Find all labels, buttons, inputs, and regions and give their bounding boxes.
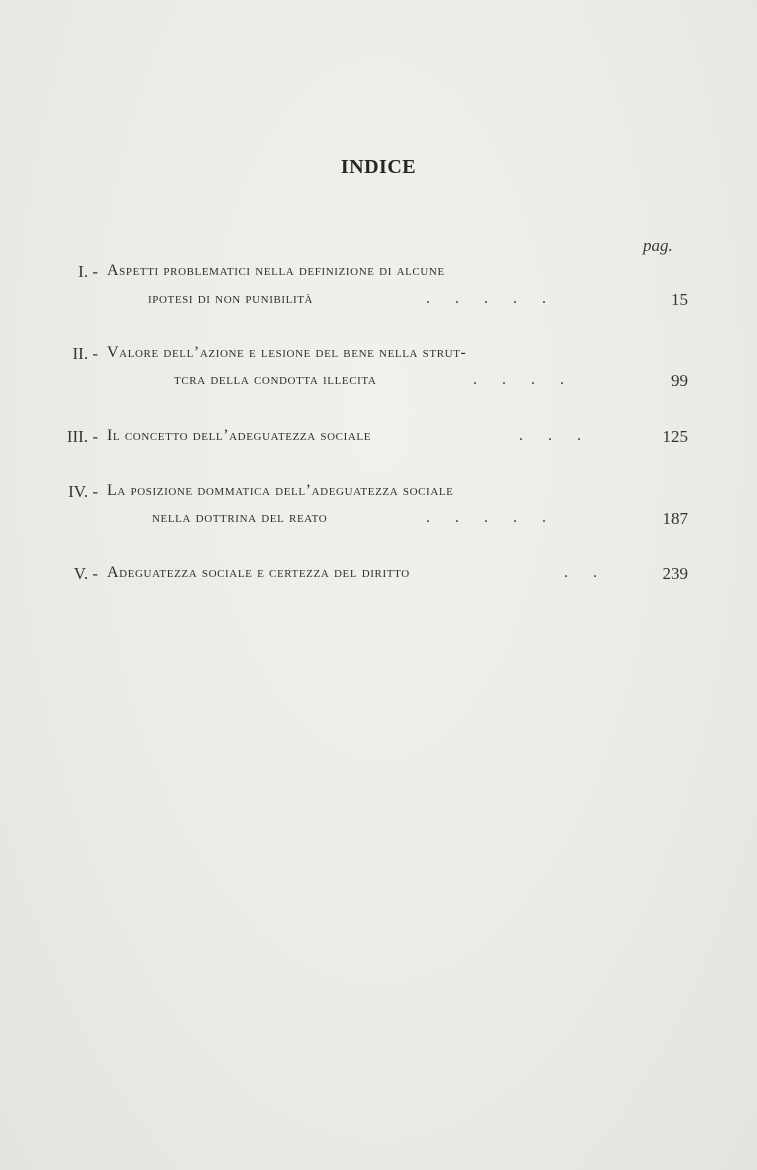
dot-leader: . . . . . (426, 290, 546, 307)
chapter-title-line-1: Aspetti problematici nella definizione di alcune (107, 262, 445, 279)
dot-leader: . . (564, 564, 597, 581)
page-title: INDICE (340, 156, 417, 178)
page-column-label: pag. (643, 236, 673, 255)
chapter-title-line-1: Il concetto dell’adeguatezza sociale (107, 427, 372, 444)
chapter-title-line-2: nella dottrina del reato (152, 509, 328, 526)
chapter-title-line-2: tcra della condotta illecita (174, 371, 377, 388)
chapter-title-line-1: Valore dell’azione e lesione del bene nella strut- (107, 344, 467, 361)
chapter-number: V. - (73, 564, 98, 583)
page-number: 99 (671, 371, 688, 390)
page-number: 125 (662, 427, 688, 446)
chapter-number: II. - (72, 344, 98, 363)
dot-leader: . . . . (473, 371, 564, 388)
chapter-title-line-2: ipotesi di non punibilità (148, 290, 314, 307)
chapter-title-line-1: La posizione dommatica dell’adeguatezza sociale (107, 482, 454, 499)
dot-leader: . . . . . (426, 509, 546, 526)
page-number: 187 (662, 509, 688, 528)
chapter-number: I. - (78, 262, 98, 281)
chapter-number: IV. - (68, 482, 98, 501)
chapter-title-line-1: Adeguatezza sociale e certezza del diritto (107, 564, 410, 581)
dot-leader: . . . (519, 427, 581, 444)
page-number: 239 (662, 564, 688, 583)
page-number: 15 (671, 290, 688, 309)
chapter-number: III. - (66, 427, 98, 446)
